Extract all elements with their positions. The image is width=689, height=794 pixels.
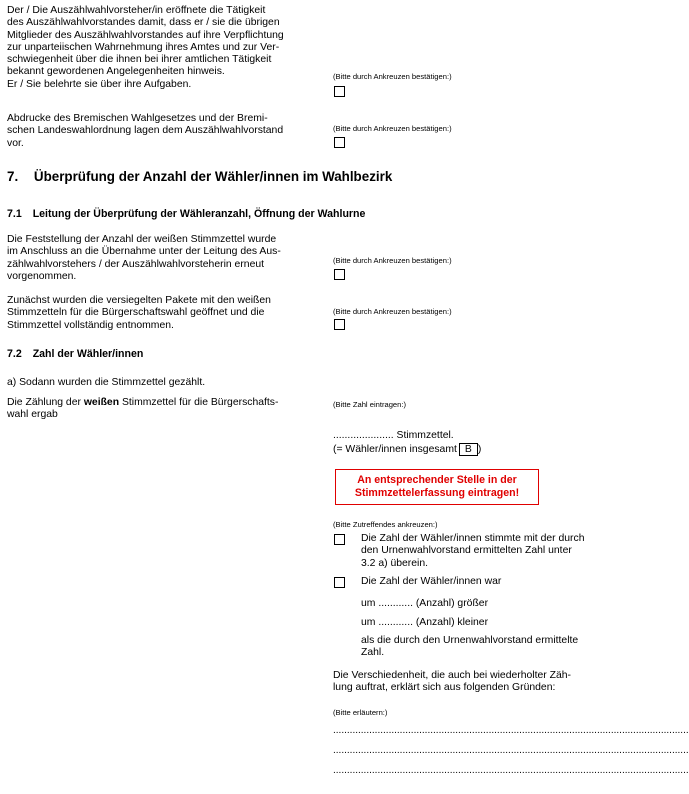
section-7-1-heading [7,208,365,221]
text-line: Die Feststellung der Anzahl der weißen Stimmzettel wurde [7,234,277,245]
select-applicable-hint: (Bitte Zutreffendes ankreuzen:) [333,520,438,529]
ballot-unit: Stimmzettel. [396,430,454,441]
text-line: schen Landeswahlordnung lagen dem Auszählwahlvorstand [7,125,284,137]
emphasis-white: weißen [83,397,120,408]
option-match-text [361,533,613,570]
warning-line: An entsprechender Stelle in der [357,474,517,486]
option-differs-text: Die Zahl der Wähler/innen war [361,576,502,587]
law-copies-paragraph [7,113,321,150]
warning-line: Stimmzettelerfassung eintragen! [354,487,520,499]
confirm-hint: (Bitte durch Ankreuzen bestätigen:) [333,72,452,81]
text-line: wahl ergab [7,409,58,421]
explain-hint: (Bitte erläutern:) [333,708,388,717]
enter-number-hint: (Bitte Zahl eintragen:) [333,400,407,409]
explanation-line-2[interactable]: ................................................................................................................................ [333,745,689,756]
intro-paragraph [7,5,321,91]
text-line: 3.2 a) überein. [361,557,429,569]
section-title: Zahl der Wähler/innen [32,348,144,360]
ballot-count-line [333,430,454,442]
text-line: Stimmzetteln für die Bürgerschaftswahl geöffnet und die [7,307,265,319]
ballots-counted-text: a) Sodann wurden die Stimmzettel gezählt. [7,377,206,388]
section-number: 7. [7,169,19,184]
text-line: Abdrucke des Bremischen Wahlgesetzes und der Bremi- [7,113,268,124]
text-line: Die Zahl der Wähler/innen stimmte mit der durch [361,533,585,544]
text-line: den Urnenwahlvorstand ermittelten Zahl unter [361,545,572,557]
text-line: Die Verschiedenheit, die auch bei wiederholter Zäh- [333,670,571,681]
difference-smaller-field[interactable]: um ............ (Anzahl) kleiner [361,617,489,628]
total-voters-line: (= Wähler/innen insgesamt B ) [333,444,482,455]
text-line: Zunächst wurden die versiegelten Pakete mit den weißen [7,295,271,306]
count-leadership-paragraph [7,234,321,283]
confirm-hint: (Bitte durch Ankreuzen bestätigen:) [333,256,452,265]
discrepancy-paragraph [333,670,613,695]
text-line: zur unparteiischen Wahrnehmung ihres Amtes und zur Ver- [7,41,280,53]
difference-greater-field[interactable]: um ............ (Anzahl) größer [361,598,489,609]
text-line: Die Zählung der weißen Stimmzettel für die Bürgerschafts- [7,397,279,408]
warning-box [335,469,539,505]
confirm-checkbox-packages[interactable] [334,319,345,330]
text-line: lung auftrat, erklärt sich aus folgenden Gründen: [333,682,556,694]
text-line: schwiegenheit über die ihnen bei ihrer amtlichen Tätigkeit [7,54,272,66]
text-line: vor. [7,137,24,149]
section-title: Leitung der Überprüfung der Wähleranzahl, Öffnung der Wahlurne [32,208,366,220]
text-line: zählwahlvorstehers / der Auszählwahlvorsteherin erneut [7,258,265,270]
field-b-badge: B [459,443,478,456]
confirm-checkbox-instruction[interactable] [334,86,345,97]
explanation-line-1[interactable]: ................................................................................................................................ [333,725,689,736]
section-7-2-heading [7,348,143,361]
text-line: bekannt gewordenen Angelegenheiten hinweis. [7,66,225,78]
explanation-line-3[interactable]: ................................................................................................................................ [333,765,689,776]
section-7-heading [7,169,392,185]
confirm-hint: (Bitte durch Ankreuzen bestätigen:) [333,307,452,316]
text-line: im Anschluss an die Übernahme unter der Leitung des Aus- [7,246,281,258]
confirm-checkbox-recount[interactable] [334,269,345,280]
text-line: als die durch den Urnenwahlvorstand ermittelte [361,635,579,646]
section-number: 7.1 [7,208,22,220]
section-title: Überprüfung der Anzahl der Wähler/innen im Wahlbezirk [33,169,393,184]
text-line: Zahl. [361,647,385,659]
text-line: Mitglieder des Auszählwahlvorstandes auf ihre Verpflichtung [7,29,284,41]
text-line: vorgenommen. [7,270,77,282]
ballot-count-field[interactable]: ..................... [333,430,394,441]
packages-opened-paragraph [7,295,321,332]
section-number: 7.2 [7,348,22,360]
text-line: Stimmzettel vollständig entnommen. [7,319,174,331]
confirm-checkbox-law-copies[interactable] [334,137,345,148]
confirm-hint: (Bitte durch Ankreuzen bestätigen:) [333,124,452,133]
option-checkbox-match[interactable] [334,534,345,545]
white-ballot-count-paragraph [7,397,321,422]
text-line: Der / Die Auszählwahlvorsteher/in eröffnete die Tätigkeit [7,5,266,16]
option-checkbox-differs[interactable] [334,577,345,588]
text-line: des Auszählwahlvorstandes damit, dass er / sie die übrigen [7,17,280,29]
text-line: Er / Sie belehrte sie über ihre Aufgaben. [7,78,192,90]
comparison-text [361,635,613,660]
